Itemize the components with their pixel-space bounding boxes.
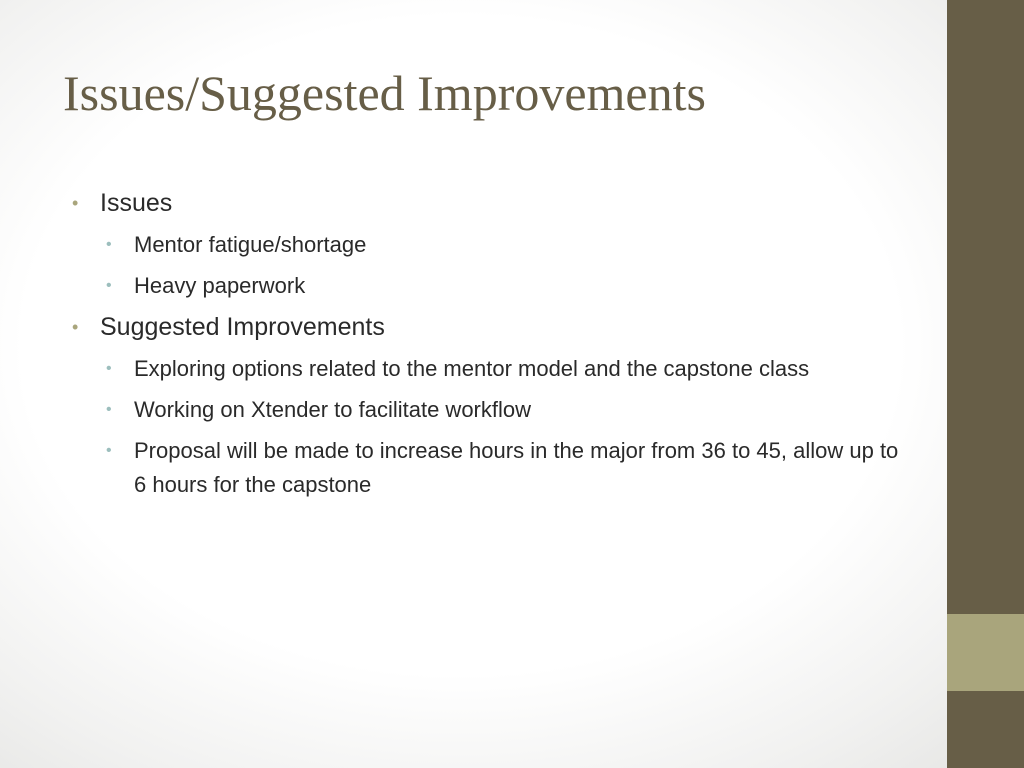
bullet-suggested-improvements (72, 310, 912, 344)
bullet-text: Proposal will be made to increase hours in the major from 36 to 45, allow up to 6 hours for the capstone (134, 438, 899, 497)
bullet-text: Exploring options related to the mentor model and the capstone class (134, 356, 810, 381)
bullet-text: Heavy paperwork (134, 273, 306, 298)
bullet-text: Suggested Improvements (100, 313, 385, 341)
bullet-text: Issues (100, 189, 173, 217)
sub-bullet-exploring-options (106, 352, 912, 386)
sub-bullet-mentor-fatigue (106, 228, 912, 262)
bullet-text: Mentor fatigue/shortage (134, 232, 367, 257)
bullet-text: Working on Xtender to facilitate workflow (134, 397, 531, 422)
bullet-icon: • (106, 277, 112, 294)
bullet-list (72, 186, 912, 509)
sub-bullet-proposal (106, 434, 912, 502)
slide-title: Issues/Suggested Improvements (63, 65, 706, 121)
bullet-issues (72, 186, 912, 220)
bullet-icon: • (106, 442, 112, 459)
bullet-icon: • (72, 317, 79, 337)
sub-bullet-xtender (106, 393, 912, 427)
side-accent-block (947, 614, 1024, 691)
bullet-icon: • (106, 360, 112, 377)
bullet-icon: • (106, 236, 112, 253)
bullet-icon: • (72, 193, 79, 213)
sub-bullet-heavy-paperwork (106, 269, 912, 303)
bullet-icon: • (106, 401, 112, 418)
